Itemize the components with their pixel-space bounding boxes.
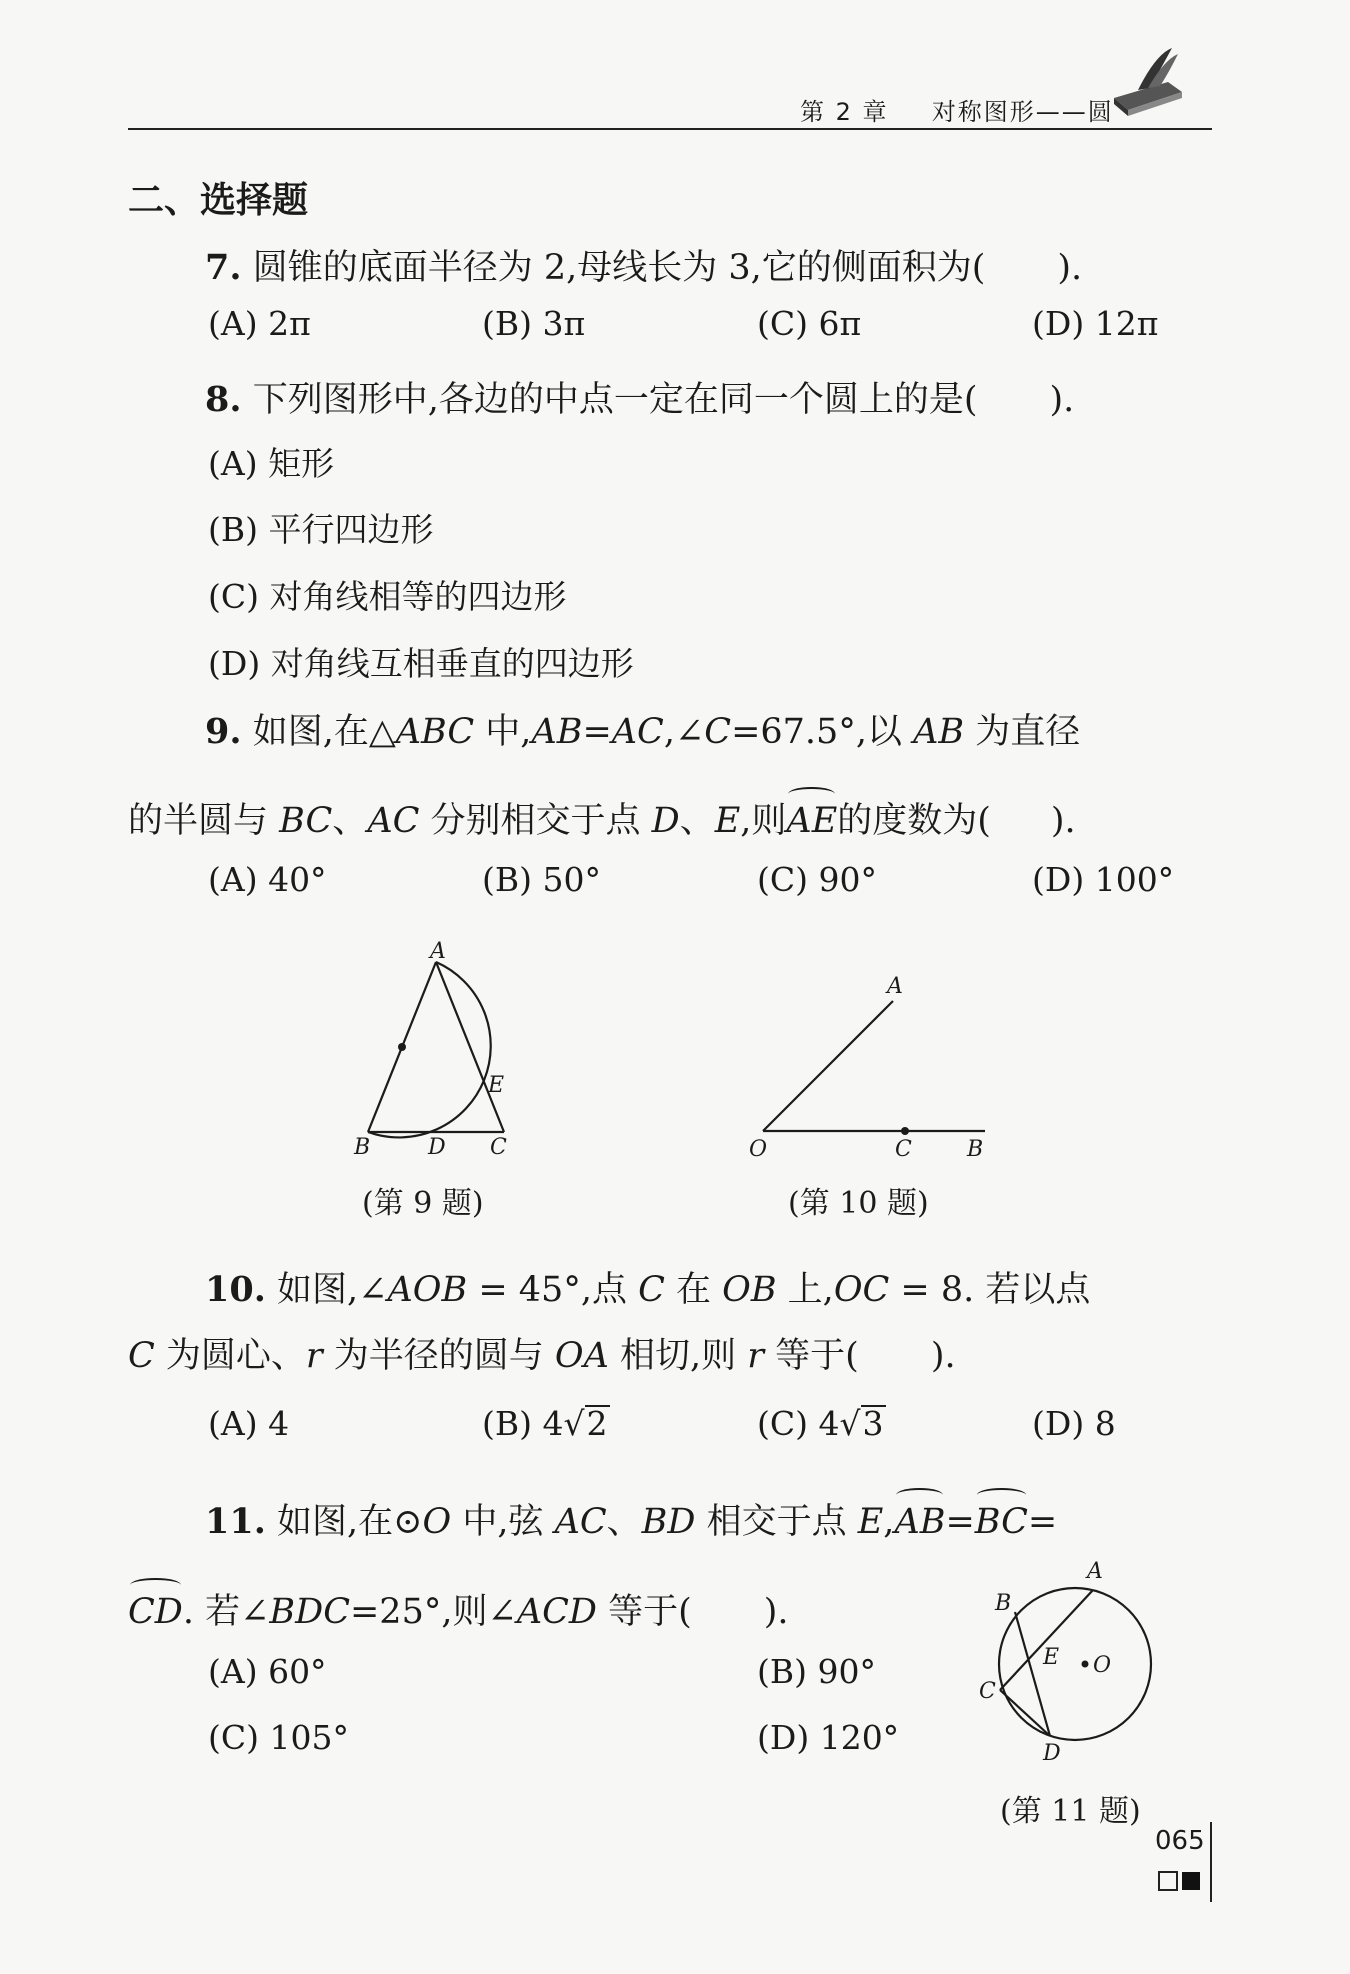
- question-number: 9.: [205, 711, 242, 752]
- option-c: (C) 105°: [208, 1718, 349, 1757]
- figure-11: [975, 1548, 1185, 1780]
- question-number: 7.: [205, 247, 242, 288]
- section-title: 二、选择题: [128, 180, 309, 221]
- option-c: (C) 6π: [757, 304, 862, 343]
- option-a: (A) 4: [208, 1404, 290, 1443]
- question-number: 10.: [205, 1269, 266, 1310]
- svg-text:C: C: [979, 1679, 996, 1704]
- svg-text:O: O: [1093, 1653, 1112, 1678]
- question-10-line-2: C 为圆心、r 为半径的圆与 OA 相切,则 r 等于( ).: [128, 1336, 956, 1376]
- option-d: (D) 100°: [1032, 860, 1175, 899]
- figure-9: [340, 940, 530, 1170]
- midpoint-dot: [398, 1043, 406, 1051]
- svg-text:B: B: [967, 1137, 984, 1162]
- option-d: (D) 120°: [757, 1718, 900, 1757]
- page-marker: [1158, 1870, 1200, 1891]
- ray-oa: [763, 1001, 893, 1131]
- arc-ae: AE: [786, 801, 838, 841]
- question-8-stem: 8. 下列图形中,各边的中点一定在同一个圆上的是( ).: [205, 379, 1075, 420]
- option-b: (B) 90°: [757, 1652, 876, 1691]
- option-d: (D) 12π: [1032, 304, 1159, 343]
- figure-9-caption: (第 9 题): [362, 1186, 484, 1221]
- footer-rule: [1210, 1822, 1212, 1902]
- semicircle: [368, 962, 491, 1137]
- arc-ab: AB: [894, 1502, 946, 1542]
- page-number: 065: [1155, 1826, 1205, 1856]
- question-number: 8.: [205, 379, 242, 420]
- option-b: (B) 50°: [482, 860, 601, 899]
- question-11-line-2: CD. 若∠BDC=25°,则∠ACD 等于( ).: [128, 1592, 789, 1632]
- option-c: (C) 4√3: [757, 1404, 884, 1443]
- empty-square-icon: [1158, 1871, 1178, 1891]
- chapter-number: 第 2 章: [800, 98, 889, 126]
- question-9-line-2: 的半圆与 BC、AC 分别相交于点 D、E,则AE的度数为( ).: [128, 801, 1076, 841]
- question-11-line-1: 11. 如图,在⊙O 中,弦 AC、BD 相交于点 E,AB=BC=: [205, 1501, 1058, 1542]
- question-number: 11.: [205, 1501, 266, 1542]
- chord-ac: [1000, 1590, 1093, 1690]
- svg-text:A: A: [430, 940, 446, 964]
- question-9-line-1: 9. 如图,在△ABC 中,AB=AC,∠C=67.5°,以 AB 为直径: [205, 711, 1081, 752]
- option-d: (D) 对角线互相垂直的四边形: [208, 644, 634, 683]
- figure-10-caption: (第 10 题): [788, 1186, 929, 1221]
- svg-text:D: D: [1043, 1741, 1061, 1766]
- question-10-line-1: 10. 如图,∠AOB = 45°,点 C 在 OB 上,OC = 8. 若以点: [205, 1269, 1091, 1310]
- option-b: (B) 平行四边形: [208, 510, 434, 549]
- svg-text:A: A: [1087, 1559, 1103, 1584]
- svg-text:E: E: [1043, 1645, 1060, 1670]
- option-a: (A) 40°: [208, 860, 327, 899]
- question-7-stem: 7. 圆锥的底面半径为 2,母线长为 3,它的侧面积为( ).: [205, 247, 1083, 288]
- option-c: (C) 90°: [757, 860, 877, 899]
- option-a: (A) 矩形: [208, 444, 335, 483]
- arc-cd: CD: [128, 1592, 183, 1632]
- option-a: (A) 2π: [208, 304, 311, 343]
- svg-text:C: C: [895, 1137, 912, 1162]
- option-b: (B) 4√2: [482, 1404, 608, 1443]
- option-a: (A) 60°: [208, 1652, 327, 1691]
- arc-bc: BC: [974, 1502, 1028, 1542]
- chapter-title: 对称图形——圆: [931, 98, 1114, 126]
- svg-text:A: A: [887, 974, 903, 999]
- center-o: [1082, 1661, 1089, 1668]
- option-c: (C) 对角线相等的四边形: [208, 577, 567, 616]
- svg-text:B: B: [354, 1135, 371, 1160]
- point-c: [901, 1127, 909, 1135]
- svg-text:O: O: [749, 1137, 768, 1162]
- figure-10: [735, 965, 1005, 1165]
- filled-square-icon: [1182, 1872, 1200, 1890]
- figure-11-caption: (第 11 题): [1000, 1794, 1141, 1829]
- header-rule: [128, 128, 1212, 130]
- svg-text:E: E: [488, 1073, 505, 1098]
- option-d: (D) 8: [1032, 1404, 1116, 1443]
- svg-text:B: B: [995, 1591, 1012, 1616]
- running-header: [800, 92, 1114, 127]
- option-b: (B) 3π: [482, 304, 586, 343]
- svg-text:D: D: [428, 1135, 446, 1160]
- svg-text:C: C: [490, 1135, 507, 1160]
- book-icon: [1108, 40, 1188, 122]
